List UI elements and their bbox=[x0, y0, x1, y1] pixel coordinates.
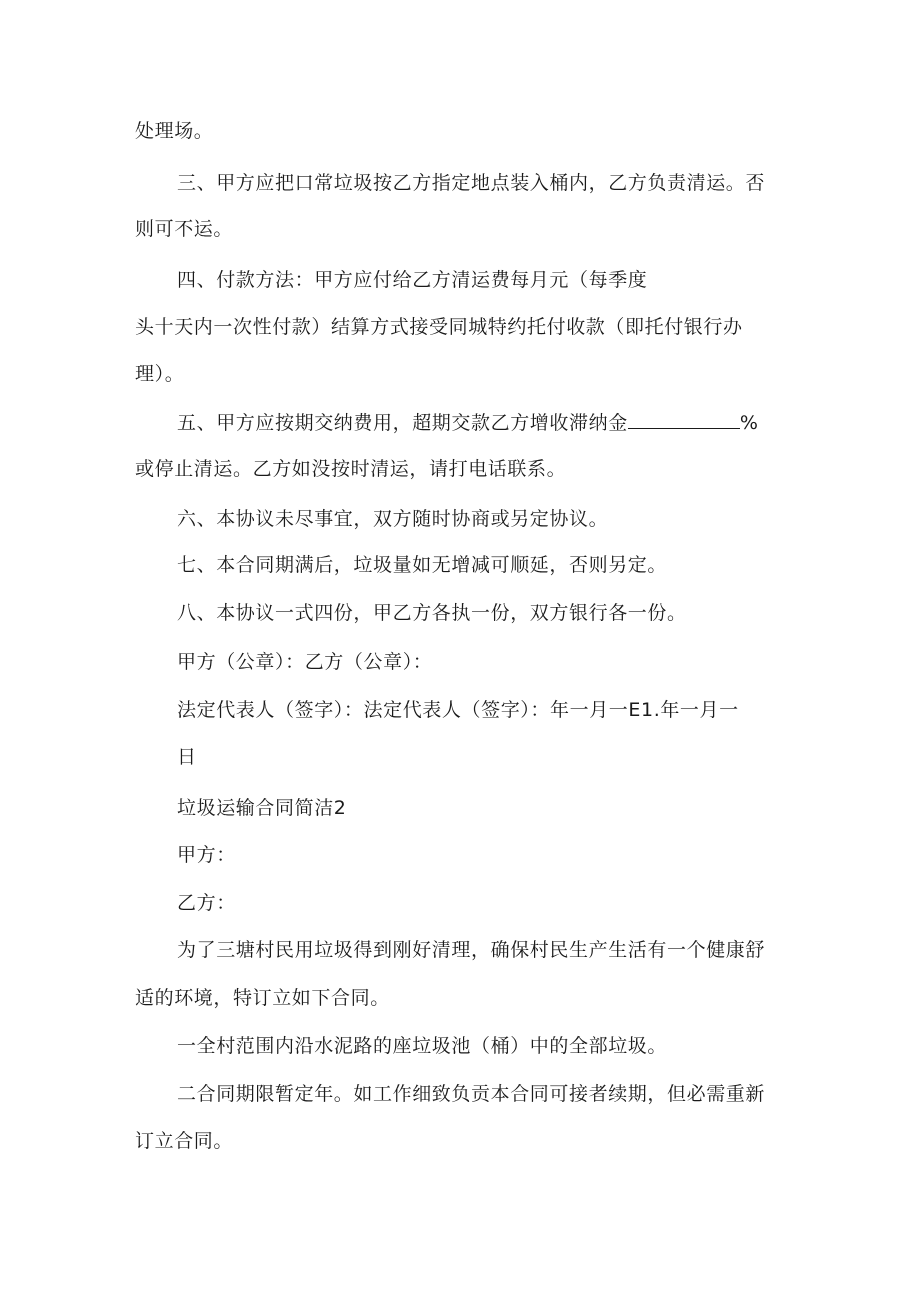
fill-blank bbox=[628, 410, 740, 429]
clause-5-line-1 bbox=[177, 410, 758, 435]
clause-2-line-1: 二合同期限暂定年。如工作细致负贡本合同可接者续期，但必需重新 bbox=[177, 1083, 766, 1105]
clause-2-line-2: 订立合同。 bbox=[135, 1130, 234, 1152]
seal-line: 甲方（公章）：乙方（公章）： bbox=[177, 651, 433, 673]
party-b-label: 乙方： bbox=[177, 892, 236, 914]
preamble-line-1: 为了三塘村民用垃圾得到刚好清理，确保村民生产生活有一个健康舒 bbox=[177, 939, 766, 961]
clause-3-line-1: 三、甲方应把口常垃圾按乙方指定地点装入桶内，乙方负责清运。否 bbox=[177, 172, 766, 194]
clause-8: 八、本协议一式四份，甲乙方各执一份，双方银行各一份。 bbox=[177, 602, 687, 624]
clause-4-line-3: 理）。 bbox=[135, 363, 185, 385]
clause-4-line-2: 头十天内一次性付款）结算方式接受同城特约托付收款（即托付银行办 bbox=[135, 316, 743, 338]
clause-5-text: 五、甲方应按期交纳费用，超期交款乙方增收滞纳金 bbox=[177, 412, 628, 434]
clause-3-line-2: 则可不运。 bbox=[135, 218, 234, 240]
clause-5-line-2: 或停止清运。乙方如没按时清运，请打电话联系。 bbox=[135, 458, 567, 480]
clause-1: 一全村范围内沿水泥路的座垃圾池（桶）中的全部垃圾。 bbox=[177, 1035, 668, 1057]
clause-4-line-1: 四、付款方法：甲方应付给乙方清运费每月元（每季度 bbox=[177, 269, 648, 291]
date-day: 日 bbox=[177, 746, 197, 768]
text-line: 处理场。 bbox=[135, 120, 214, 142]
clause-7: 七、本合同期满后，垃圾量如无增减可顺延，否则另定。 bbox=[177, 554, 668, 576]
signature-line: 法定代表人（签字）：法定代表人（签字）：年一月一E1.年一月一 bbox=[177, 699, 739, 721]
clause-6: 六、本协议未尽事宜，双方随时协商或另定协议。 bbox=[177, 508, 609, 530]
percent-sign: % bbox=[739, 412, 759, 434]
preamble-line-2: 适的环境，特订立如下合同。 bbox=[135, 987, 390, 1009]
party-a-label: 甲方： bbox=[177, 844, 236, 866]
contract-2-title: 垃圾运输合同简洁2 bbox=[177, 797, 347, 819]
